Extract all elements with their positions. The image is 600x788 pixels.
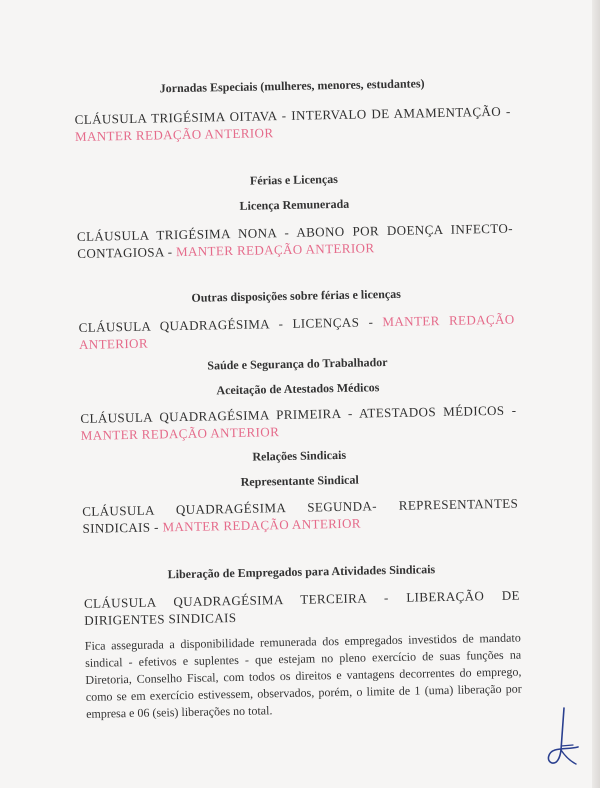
section-heading-relacoes: Relações Sindicais — [252, 447, 347, 464]
section-heading-licenca: Licença Remunerada — [239, 196, 350, 213]
signature-mark — [540, 706, 586, 772]
clause-42-title: CLÁUSULA QUADRAGÉSIMA SEGUNDA- REPRESENTANTES SINDICAIS - — [82, 495, 519, 536]
section-heading-jornadas: Jornadas Especiais (mulheres, menores, estudantes) — [159, 76, 425, 96]
clause-39-title: CLÁUSULA TRIGÉSIMA NONA - ABONO POR DOENÇA INFECTO-CONTAGIOSA - — [76, 220, 514, 261]
clause-39-status: MANTER REDAÇÃO ANTERIOR — [175, 240, 375, 260]
clause-43-body: Fica assegurada a disponibilidade remunerada dos empregados investidos de mandato sindical - efetivos e suplentes - que estejam no pleno exercício de suas funções na Diretoria, Conselho Fiscal, com todos os direitos e vantagens decorrentes do emprego, como se em exercício estivessem, observados, porém, o limite de 1 (uma) liberação por empresa e 06 (seis) liberações no total. — [84, 630, 522, 721]
clause-38-status: MANTER REDAÇÃO ANTERIOR — [74, 125, 274, 144]
section-heading-saude: Saúde e Segurança do Trabalhador — [207, 355, 388, 373]
section-heading-ferias: Férias e Licenças — [249, 171, 339, 188]
clause-38-title: CLÁUSULA TRIGÉSIMA OITAVA - INTERVALO DE AMAMENTAÇÃO - — [74, 103, 511, 127]
clause-40 — [79, 311, 516, 353]
clause-40-status: MANTER REDAÇÃO ANTERIOR — [78, 311, 515, 352]
clause-41-status: MANTER REDAÇÃO ANTERIOR — [80, 424, 280, 443]
clause-41-title: CLÁUSULA QUADRAGÉSIMA PRIMEIRA - ATESTADOS MÉDICOS - — [80, 402, 517, 426]
clause-42-status: MANTER REDAÇÃO ANTERIOR — [162, 515, 362, 535]
section-heading-representante: Representante Sindical — [240, 472, 359, 489]
clause-40-title: CLÁUSULA QUADRAGÉSIMA - LICENÇAS - — [78, 314, 374, 335]
section-heading-liberacao: Liberação de Empregados para Atividades Sindicais — [167, 562, 436, 582]
clause-38 — [75, 103, 512, 145]
section-heading-outras: Outras disposições sobre férias e licenças — [191, 286, 401, 305]
clause-39 — [77, 220, 514, 262]
clause-42 — [82, 495, 519, 537]
clause-43-title: CLÁUSULA QUADRAGÉSIMA TERCEIRA - LIBERAÇÃO DE DIRIGENTES SINDICAIS — [83, 587, 521, 628]
section-heading-atestados: Aceitação de Atestados Médicos — [216, 380, 380, 398]
clause-41 — [80, 402, 517, 444]
page-edge — [592, 0, 600, 788]
document-page — [74, 74, 522, 723]
